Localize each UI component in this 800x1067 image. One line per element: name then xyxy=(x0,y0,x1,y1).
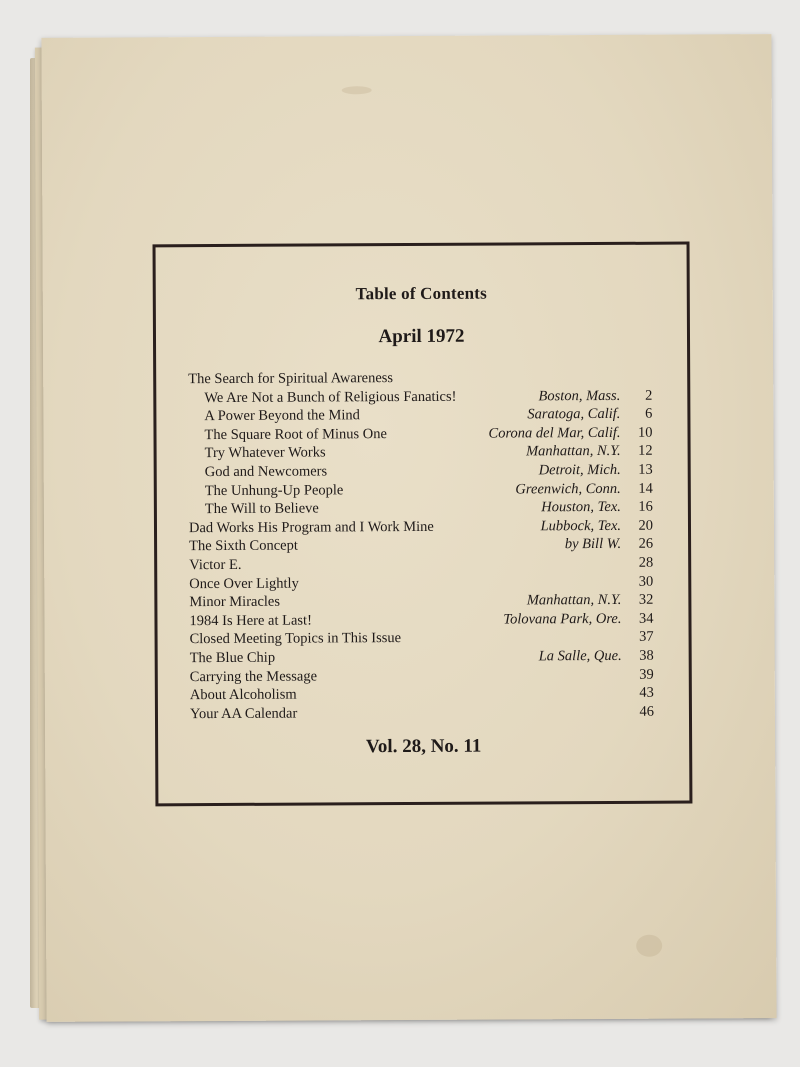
toc-entry xyxy=(189,573,659,594)
toc-entry-page: 28 xyxy=(638,554,654,571)
toc-entry-page: 30 xyxy=(638,573,654,590)
toc-entry-title: A Power Beyond the Mind xyxy=(204,407,360,425)
toc-entry-page: 39 xyxy=(639,666,654,683)
toc-entry xyxy=(189,555,659,576)
toc-entry xyxy=(189,536,659,557)
toc-entry-page: 34 xyxy=(638,610,654,627)
table-of-contents-box xyxy=(153,242,693,807)
toc-entry-list xyxy=(188,369,660,725)
toc-entry-page: 16 xyxy=(638,498,653,515)
toc-entry xyxy=(188,387,658,408)
toc-entry-title: Carrying the Message xyxy=(189,667,318,685)
toc-entry-page: 14 xyxy=(638,480,653,497)
toc-entry-title: Your AA Calendar xyxy=(189,705,298,722)
toc-entry-title: About Alcoholism xyxy=(189,686,297,704)
toc-entry-page: 13 xyxy=(638,461,653,478)
toc-entry-page: 6 xyxy=(645,405,653,422)
toc-entry-title: The Search for Spiritual Awareness xyxy=(188,370,394,388)
toc-entry-title: Minor Miracles xyxy=(189,593,281,611)
paper-stain xyxy=(636,935,662,957)
toc-entry-location: Corona del Mar, Calif. xyxy=(488,424,621,442)
toc-entry-location: Lubbock, Tex. xyxy=(540,517,622,535)
toc-entry xyxy=(189,462,659,483)
toc-entry-title: The Unhung-Up People xyxy=(204,481,344,499)
toc-entry-title: The Will to Believe xyxy=(204,500,319,518)
toc-entry-title: The Sixth Concept xyxy=(189,537,298,555)
toc-entry-page: 10 xyxy=(637,424,653,441)
toc-entry xyxy=(188,424,658,445)
toc-entry xyxy=(188,406,658,427)
toc-entry-location: Greenwich, Conn. xyxy=(515,480,621,498)
toc-entry-title: The Blue Chip xyxy=(189,649,276,667)
toc-entry-location: Manhattan, N.Y. xyxy=(526,443,621,460)
toc-entry-location: La Salle, Que. xyxy=(538,647,622,665)
toc-entry xyxy=(188,369,658,390)
toc-entry xyxy=(190,666,660,687)
toc-entry xyxy=(189,610,659,631)
toc-entry-page: 2 xyxy=(645,387,653,404)
toc-entry xyxy=(190,648,660,669)
toc-entry-title: Try Whatever Works xyxy=(204,444,326,462)
toc-heading: Table of Contents xyxy=(355,283,487,304)
toc-entry-page: 38 xyxy=(639,647,654,664)
toc-entry-page: 26 xyxy=(638,536,654,553)
toc-entry xyxy=(190,703,660,724)
toc-entry-title: The Square Root of Minus One xyxy=(204,425,387,443)
toc-entry-location: Manhattan, N.Y. xyxy=(526,592,622,609)
toc-entry-page: 37 xyxy=(639,629,654,646)
toc-entry-title: Closed Meeting Topics in This Issue xyxy=(189,630,402,648)
toc-entry-location: Houston, Tex. xyxy=(541,499,621,516)
toc-entry-title: Once Over Lightly xyxy=(189,575,299,592)
issue-date: April 1972 xyxy=(378,325,465,348)
toc-entry-location: Detroit, Mich. xyxy=(538,461,621,479)
toc-entry-location: Saratoga, Calif. xyxy=(527,406,621,423)
toc-entry-title: 1984 Is Here at Last! xyxy=(189,612,312,629)
toc-entry xyxy=(190,629,660,650)
toc-entry xyxy=(189,592,659,613)
toc-entry-page: 43 xyxy=(639,684,654,701)
toc-entry xyxy=(189,517,659,538)
toc-entry-page: 46 xyxy=(639,703,655,720)
toc-entry-location: Boston, Mass. xyxy=(538,387,621,404)
toc-entry xyxy=(190,685,660,706)
toc-entry-title: God and Newcomers xyxy=(204,463,328,481)
toc-entry-title: Dad Works His Program and I Work Mine xyxy=(188,518,434,536)
toc-entry-title: We Are Not a Bunch of Religious Fanatics! xyxy=(204,388,457,406)
toc-entry-location: by Bill W. xyxy=(564,536,622,553)
toc-entry xyxy=(189,499,659,520)
paper-stain xyxy=(342,86,372,94)
toc-entry-page: 12 xyxy=(638,443,653,460)
toc-entry-page: 20 xyxy=(638,517,654,534)
toc-entry-title: Victor E. xyxy=(189,556,242,574)
toc-entry-location: Tolovana Park, Ore. xyxy=(503,610,622,628)
volume-number: Vol. 28, No. 11 xyxy=(365,735,482,758)
toc-entry xyxy=(189,443,659,464)
toc-entry-page: 32 xyxy=(638,591,654,608)
toc-entry xyxy=(189,480,659,501)
magazine-page xyxy=(41,34,776,1022)
